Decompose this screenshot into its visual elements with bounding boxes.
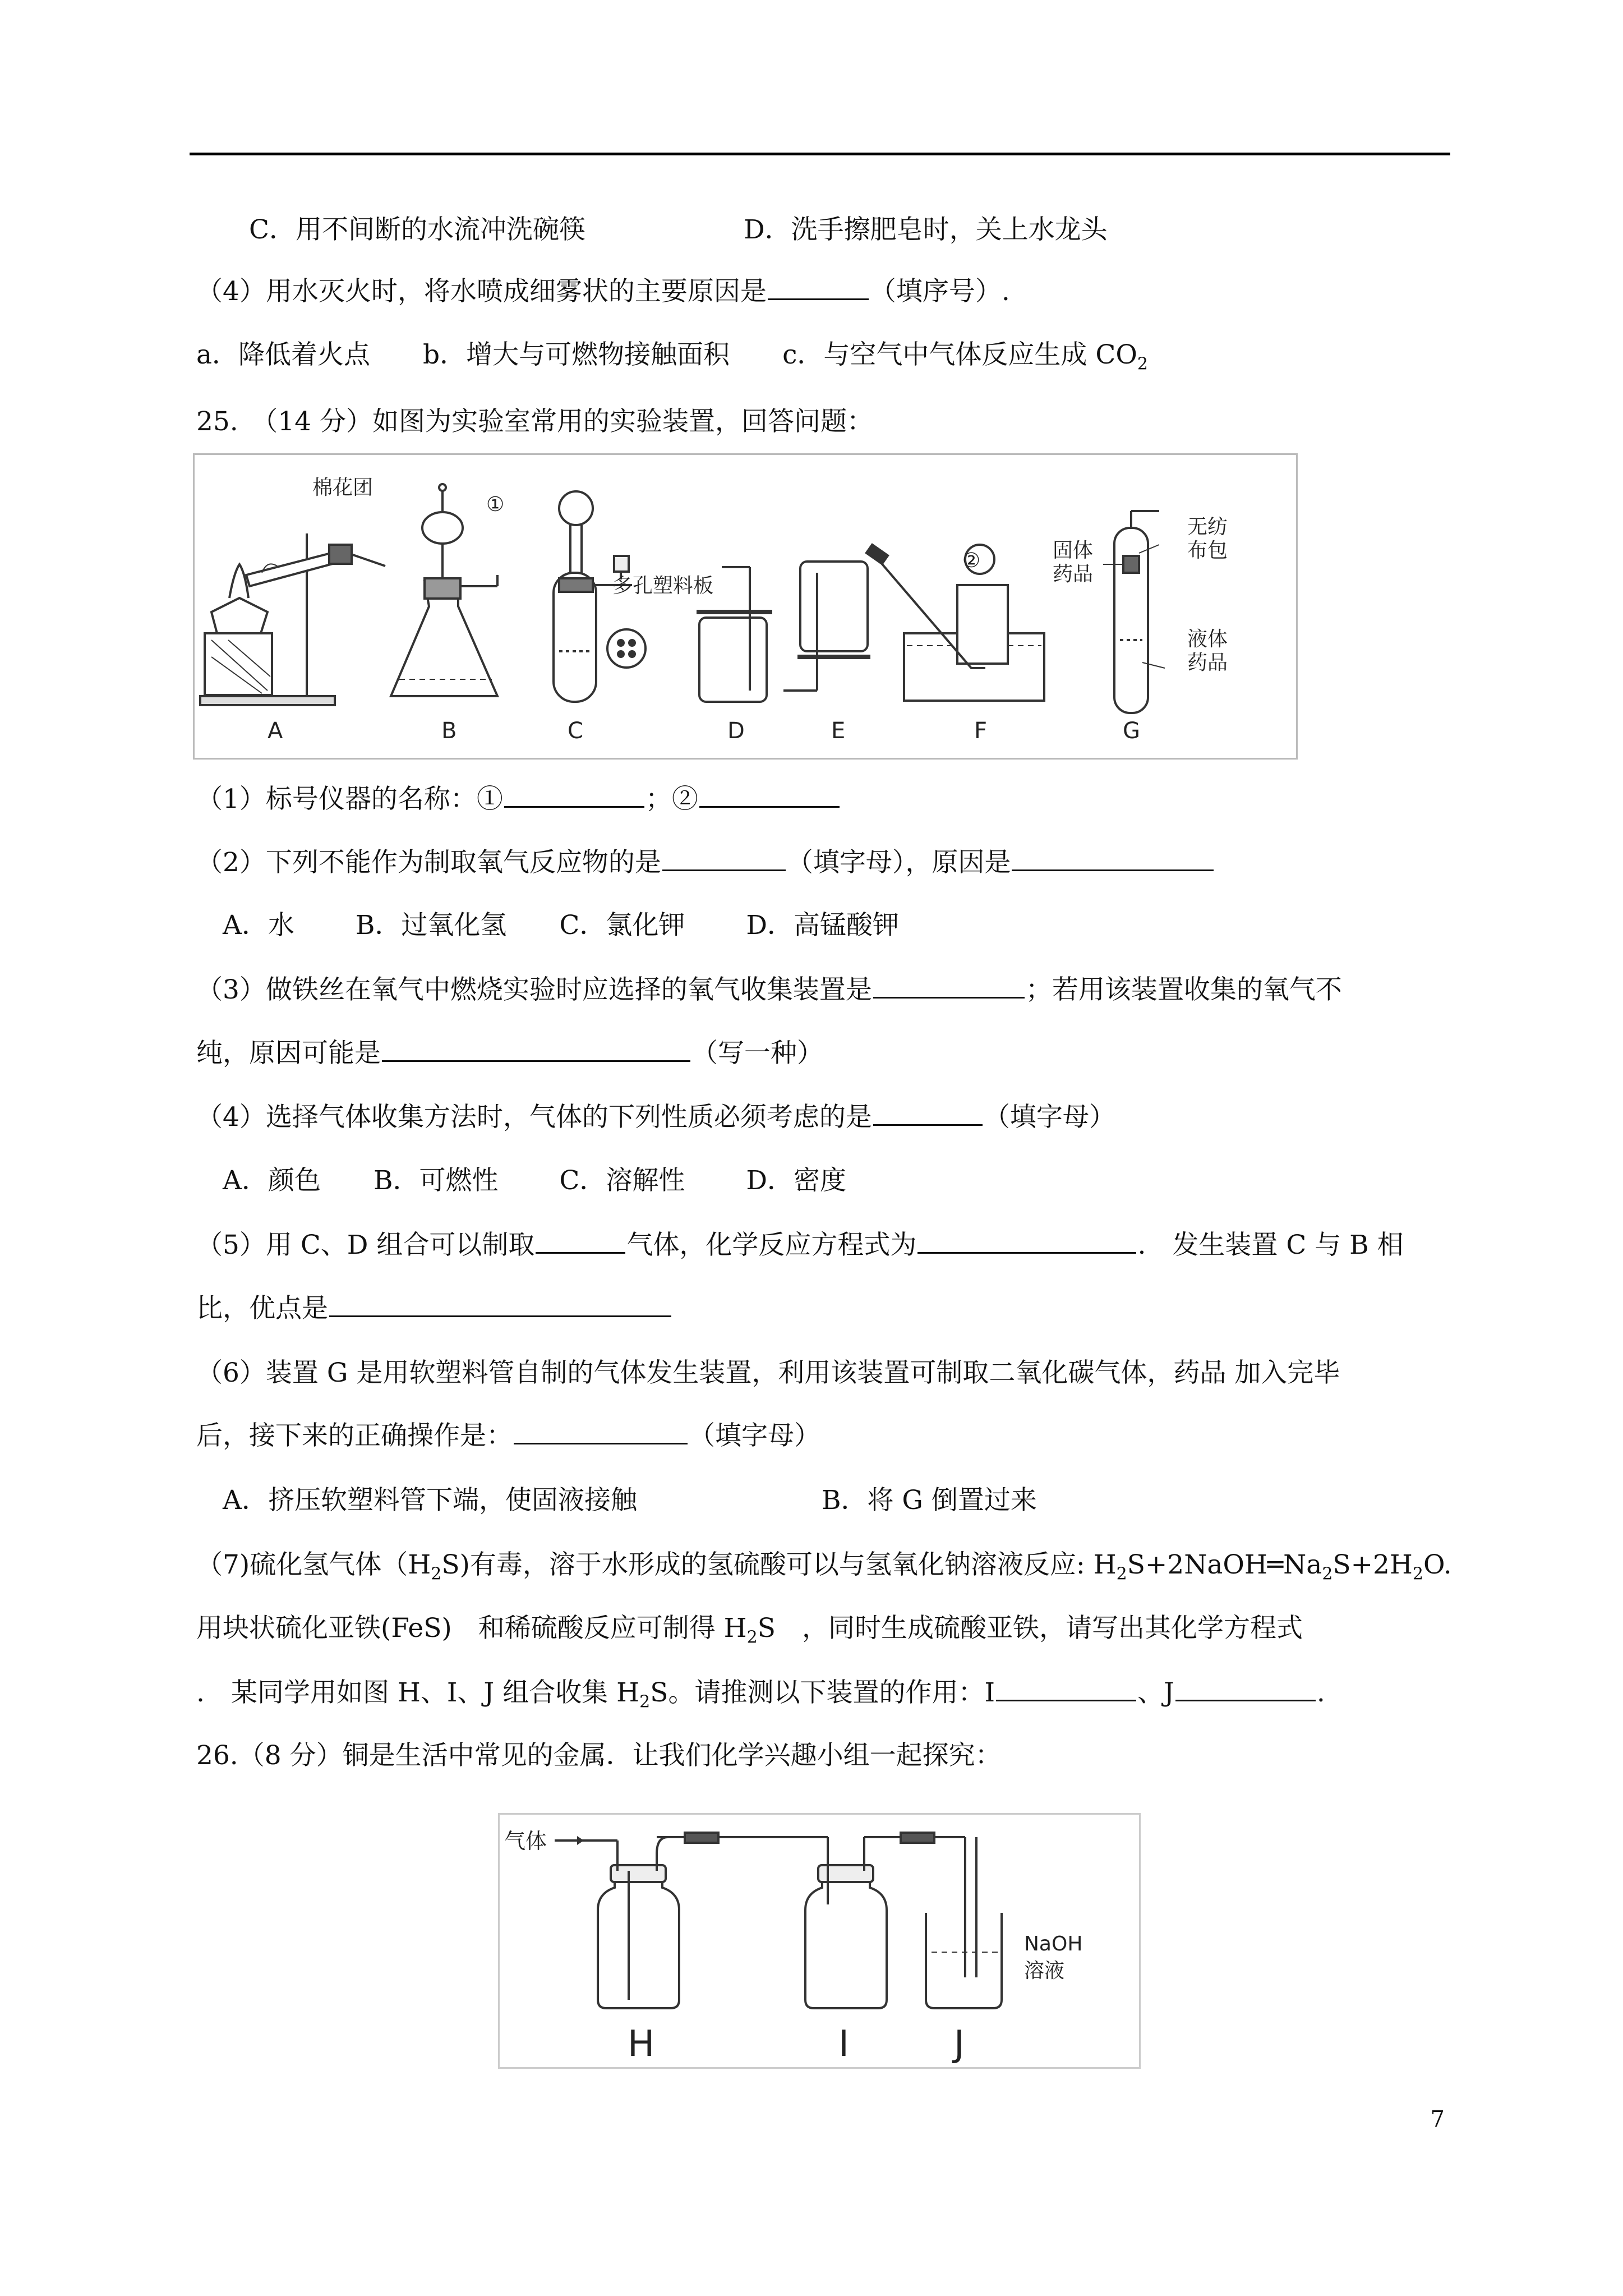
answer-blank[interactable] xyxy=(382,1060,690,1062)
label-gas: 气体 xyxy=(504,1829,547,1853)
answer-blank[interactable] xyxy=(917,1251,1136,1254)
label-g-1: 无纺 xyxy=(1187,516,1228,539)
panel-d: D xyxy=(727,718,745,744)
q25-part5: （5）用 C、D 组合可以制取 气体，化学反应方程式为 . 发生装置 C 与 B 相 xyxy=(196,1230,1404,1260)
label-g-3: 固体 xyxy=(1053,539,1094,562)
label-cotton: 棉花团 xyxy=(312,476,374,499)
panel-g: G xyxy=(1123,718,1140,744)
header-rule xyxy=(190,153,1450,155)
beaker-j xyxy=(926,1837,1002,2008)
q25-stem: 25. （14 分）如图为实验室常用的实验装置，回答问题： xyxy=(196,406,873,437)
label-g-5: 液体 xyxy=(1187,628,1228,651)
answer-blank[interactable] xyxy=(873,996,1025,999)
q25-part4: （4）选择气体收集方法时，气体的下列性质必须考虑的是 （填字母） xyxy=(196,1102,1115,1133)
answer-blank[interactable] xyxy=(1012,869,1214,871)
apparatus-a xyxy=(200,533,385,705)
q25-part7: （7)硫化氢气体$(H_2S)$有毒，溶于水形成的氢硫酸可以与氢氧化钠溶液反应: $H_2S+2NaOH═Na_2S+2H_2O$. xyxy=(196,1549,1452,1584)
apparatus-g xyxy=(1103,511,1165,713)
label-1: ① xyxy=(486,493,505,516)
q25-part2-options: A．水 B．过氧化氢 C．氯化钾 D．高锰酸钾 xyxy=(196,910,900,941)
q25-part7-cont: 用块状硫化亚铁(FeS) 和稀硫酸反应可制得 $H_2S$ ，同时生成硫酸亚铁，请写出其化学方程式 xyxy=(196,1613,1303,1648)
panel-j: J xyxy=(954,2023,965,2065)
q25-part5-cont: 比，优点是 xyxy=(196,1292,1455,1326)
page-number: 7 xyxy=(1430,2106,1445,2132)
answer-blank[interactable] xyxy=(662,869,786,871)
q25-part7-end: . 某同学用如图 H、I、J 组合收集 $H_2S$。请推测以下装置的作用：I 、J . xyxy=(196,1677,1325,1712)
label-plate: 多孔塑料板 xyxy=(612,574,714,597)
q24-options-cd: C．用不间断的水流冲洗碗筷 D．洗手擦肥皂时，关上水龙头 xyxy=(196,214,1108,245)
answer-blank[interactable] xyxy=(1175,1699,1316,1701)
answer-blank[interactable] xyxy=(504,806,644,808)
q24-part4: （4）用水灭火时，将水喷成细雾状的主要原因是 （填序号）. xyxy=(196,276,1010,307)
answer-blank[interactable] xyxy=(514,1442,688,1444)
panel-i: I xyxy=(838,2023,849,2065)
apparatus-figure-h-j xyxy=(498,1813,1141,2069)
answer-blank[interactable] xyxy=(873,1124,983,1126)
q25-part6: （6）装置 G 是用软塑料管自制的气体发生装置，利用该装置可制取二氧化碳气体，药品 加入完毕 xyxy=(196,1358,1340,1388)
q25-part4-options: A．颜色 B．可燃性 C．溶解性 D．密度 xyxy=(196,1165,847,1196)
label-2: ② xyxy=(962,549,981,572)
q25-part6-cont: 后，接下来的正确操作是： （填字母） xyxy=(196,1420,820,1451)
label-solution: 溶液 xyxy=(1024,1959,1065,1982)
answer-blank[interactable] xyxy=(996,1699,1136,1701)
panel-a: A xyxy=(268,718,283,744)
q24-part4-options: a．降低着火点 b．增大与可燃物接触面积 c．与空气中气体反应生成 $CO_2$ xyxy=(196,339,1148,374)
panel-f: F xyxy=(974,718,988,744)
answer-blank[interactable] xyxy=(768,298,869,300)
apparatus-e xyxy=(783,562,870,691)
label-naoh: NaOH xyxy=(1024,1932,1083,1955)
label-g-4: 药品 xyxy=(1053,563,1094,586)
q26-stem: 26.（8 分）铜是生活中常见的金属．让我们化学兴趣小组一起探究： xyxy=(196,1740,1002,1771)
q25-part2: （2）下列不能作为制取氧气反应物的是 （填字母），原因是 xyxy=(196,846,1455,880)
label-g-2: 布包 xyxy=(1187,539,1228,562)
q25-part3-cont: 纯，原因可能是 （写一种） xyxy=(196,1038,823,1069)
answer-blank[interactable] xyxy=(329,1315,671,1317)
q25-part3: （3）做铁丝在氧气中燃烧实验时应选择的氧气收集装置是 ；若用该装置收集的氧气不 xyxy=(196,974,1342,1005)
bottle-h xyxy=(584,1833,724,2008)
apparatus-figure-a-g xyxy=(193,453,1298,760)
answer-blank[interactable] xyxy=(699,806,840,808)
q25-part6-options: A．挤压软塑料管下端，使固液接触 B．将 G 倒置过来 xyxy=(196,1485,1037,1516)
panel-h: H xyxy=(628,2023,655,2065)
apparatus-b xyxy=(391,484,497,696)
panel-b: B xyxy=(441,718,457,744)
q25-part1: （1）标号仪器的名称：① ；② xyxy=(196,783,1455,816)
answer-blank[interactable] xyxy=(536,1251,625,1254)
label-g-6: 药品 xyxy=(1187,651,1228,674)
panel-c: C xyxy=(568,718,583,744)
apparatus-f xyxy=(866,545,1044,701)
panel-e: E xyxy=(831,718,846,744)
